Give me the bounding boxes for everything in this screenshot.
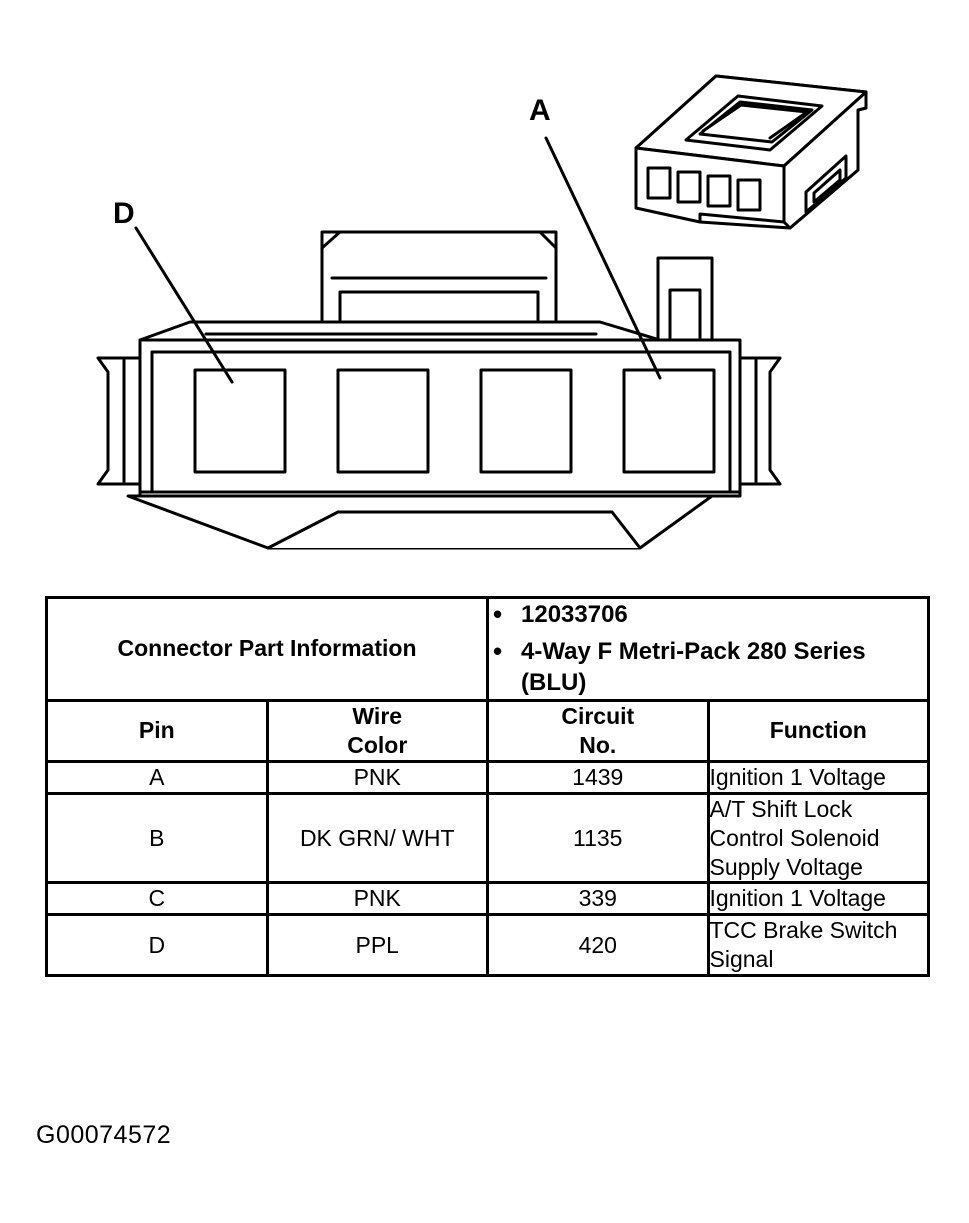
cell-circuit-no: 339 — [488, 883, 709, 915]
column-header-circuit-no-line2: No. — [579, 732, 617, 758]
column-header-wire-color-line2: Color — [347, 732, 408, 758]
column-header-wire-color-line1: Wire — [352, 702, 403, 729]
cell-pin: A — [47, 762, 268, 794]
connector-front-view — [98, 232, 780, 548]
callout-label-d: D — [113, 197, 135, 230]
connector-info-table — [45, 596, 930, 977]
connector-part-information-values — [488, 598, 929, 701]
cell-pin: D — [47, 915, 268, 976]
cell-function: Ignition 1 Voltage — [708, 883, 929, 915]
cell-function: TCC Brake Switch Signal — [708, 915, 929, 976]
connector-part-number: • 12033706 — [489, 599, 927, 630]
cell-wire-color: PNK — [267, 883, 488, 915]
cell-circuit-no: 420 — [488, 915, 709, 976]
callout-label-a: A — [529, 94, 551, 127]
cell-wire-color: PPL — [267, 915, 488, 976]
connector-part-description: • 4-Way F Metri-Pack 280 Series (BLU) — [489, 636, 927, 698]
connector-illustration — [0, 0, 969, 585]
table-row — [47, 915, 929, 976]
table-header-row — [47, 700, 929, 762]
table-row — [47, 883, 929, 915]
table-row-connector-part-information — [47, 598, 929, 701]
table-row — [47, 762, 929, 794]
cell-pin: B — [47, 794, 268, 883]
connector-3d-view — [636, 76, 866, 228]
column-header-circuit-no-line1: Circuit — [561, 702, 635, 729]
cell-circuit-no: 1439 — [488, 762, 709, 794]
column-header-wire-color — [267, 700, 488, 762]
cell-function: Ignition 1 Voltage — [708, 762, 929, 794]
cell-circuit-no: 1135 — [488, 794, 709, 883]
cell-pin: C — [47, 883, 268, 915]
table-row — [47, 794, 929, 883]
connector-part-information-label: Connector Part Information — [47, 598, 488, 701]
cell-wire-color: DK GRN/ WHT — [267, 794, 488, 883]
column-header-pin: Pin — [47, 700, 268, 762]
column-header-circuit-no — [488, 700, 709, 762]
connector-diagram — [0, 0, 969, 585]
column-header-function: Function — [708, 700, 929, 762]
cell-wire-color: PNK — [267, 762, 488, 794]
cell-function: A/T Shift Lock Control Solenoid Supply Voltage — [708, 794, 929, 883]
figure-id-label: G00074572 — [36, 1121, 172, 1149]
